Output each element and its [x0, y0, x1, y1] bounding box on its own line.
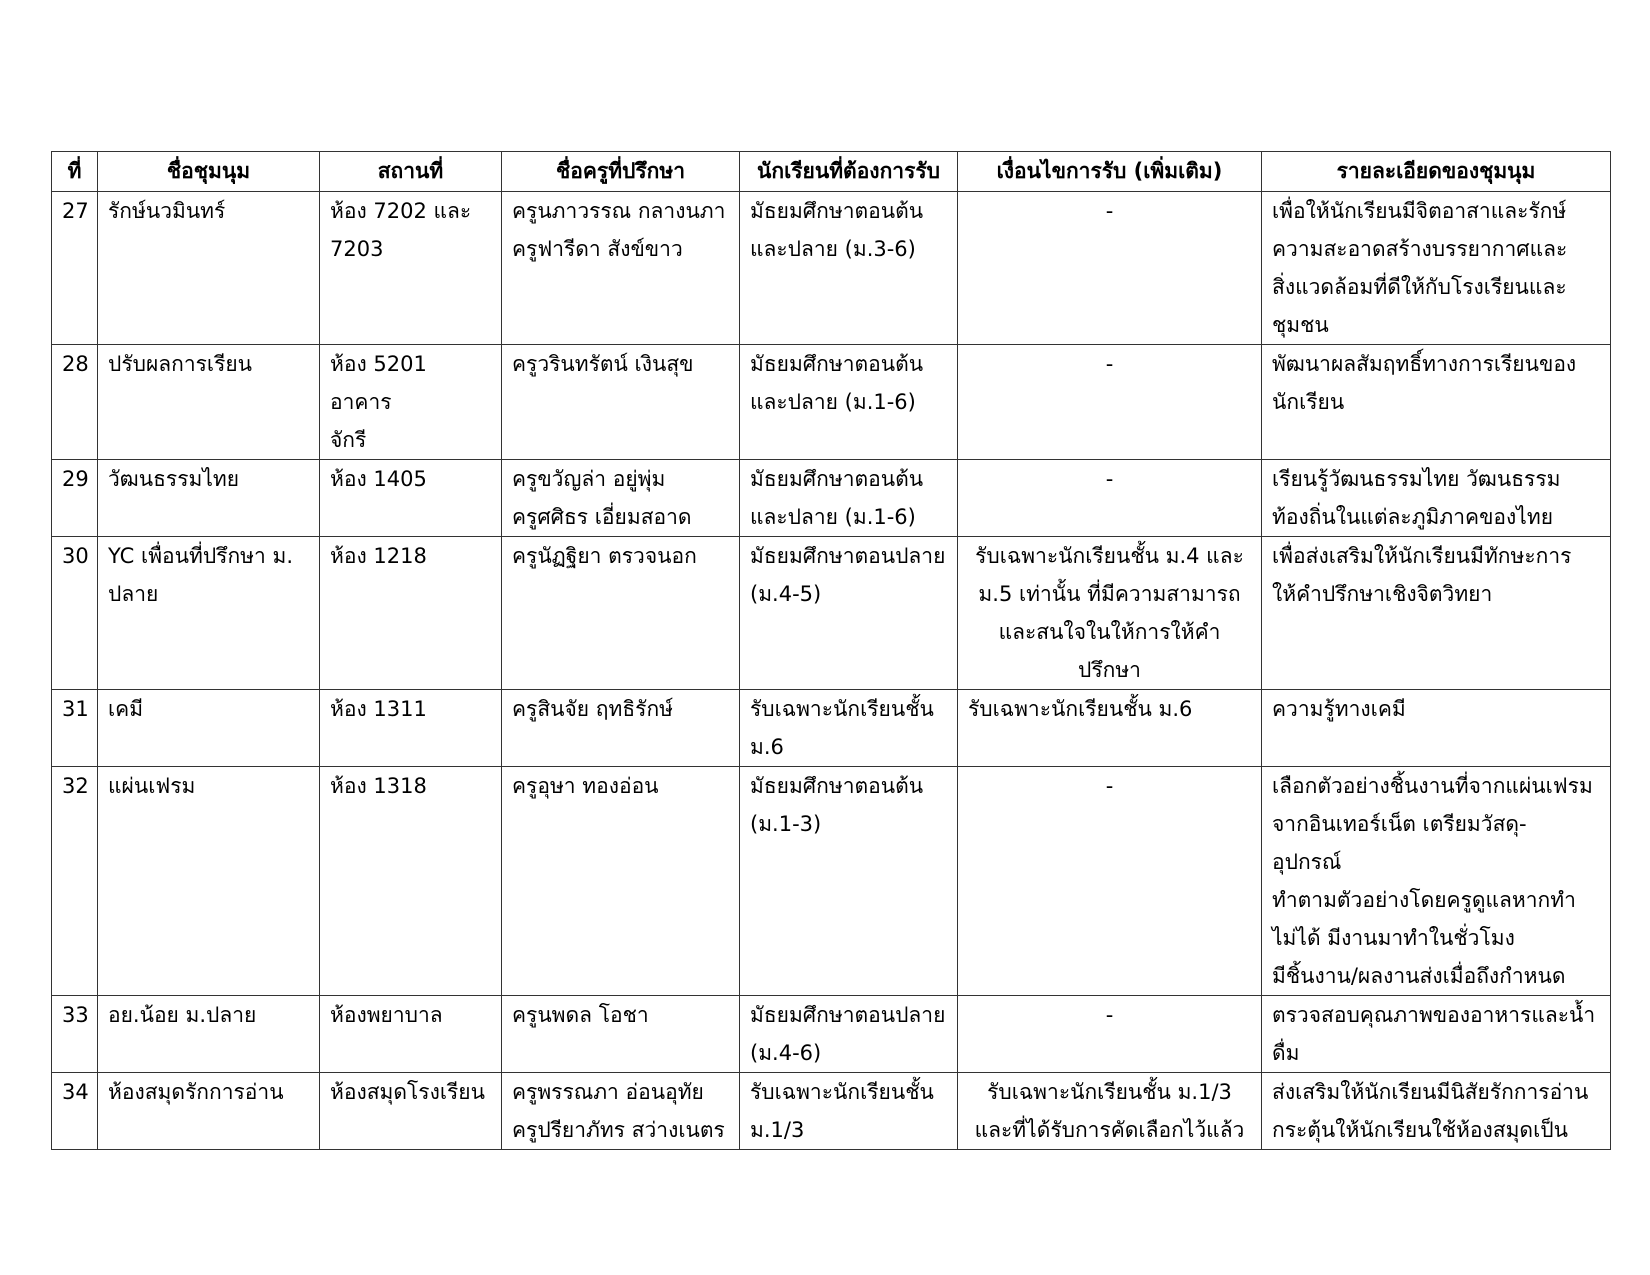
cell-details: พัฒนาผลสัมฤทธิ์ทางการเรียนของ นักเรียน [1262, 345, 1611, 460]
cell-no: 27 [52, 192, 98, 345]
cell-details: เพื่อให้นักเรียนมีจิตอาสาและรักษ์ ความสะอาดสร้างบรรยากาศและ สิ่งแวดล้อมที่ดีให้กับโรงเรียนและ ชุมชน [1262, 192, 1611, 345]
cell-students: มัธยมศึกษาตอนต้น และปลาย (ม.3-6) [740, 192, 958, 345]
cell-details: ความรู้ทางเคมี [1262, 690, 1611, 767]
table-row [52, 690, 1611, 767]
header-advisor: ชื่อครูที่ปรึกษา [502, 152, 740, 192]
table-row [52, 767, 1611, 996]
cell-condition: - [958, 345, 1262, 460]
cell-details: เรียนรู้วัฒนธรรมไทย วัฒนธรรม ท้องถิ่นในแต่ละภูมิภาคของไทย [1262, 460, 1611, 537]
header-row [52, 152, 1611, 192]
cell-club-name: รักษ์นวมินทร์ [98, 192, 320, 345]
table-row [52, 996, 1611, 1073]
cell-advisor: ครูสินจัย ฤทธิรักษ์ [502, 690, 740, 767]
club-table [51, 151, 1611, 1150]
cell-advisor: ครูอุษา ทองอ่อน [502, 767, 740, 996]
cell-place: ห้องพยาบาล [320, 996, 502, 1073]
header-club-name: ชื่อชุมนุม [98, 152, 320, 192]
header-condition: เงื่อนไขการรับ (เพิ่มเติม) [958, 152, 1262, 192]
cell-details: เพื่อส่งเสริมให้นักเรียนมีทักษะการ ให้คำปรึกษาเชิงจิตวิทยา [1262, 537, 1611, 690]
cell-students: มัธยมศึกษาตอนต้น (ม.1-3) [740, 767, 958, 996]
cell-details: เลือกตัวอย่างชิ้นงานที่จากแผ่นเฟรม จากอินเทอร์เน็ต เตรียมวัสดุ- อุปกรณ์ ทำตามตัวอย่างโดยครูดูแลหากทำ ไม่ได้ มีงานมาทำในชั่วโมง มีชิ้นงาน/ผลงานส่งเมื่อถึงกำหนด [1262, 767, 1611, 996]
cell-place: ห้อง 7202 และ 7203 [320, 192, 502, 345]
cell-students: มัธยมศึกษาตอนปลาย (ม.4-5) [740, 537, 958, 690]
cell-no: 32 [52, 767, 98, 996]
header-details: รายละเอียดของชุมนุม [1262, 152, 1611, 192]
cell-place: ห้อง 1318 [320, 767, 502, 996]
cell-students: รับเฉพาะนักเรียนชั้น ม.6 [740, 690, 958, 767]
cell-no: 34 [52, 1073, 98, 1150]
cell-no: 33 [52, 996, 98, 1073]
cell-place: ห้อง 1218 [320, 537, 502, 690]
header-no: ที่ [52, 152, 98, 192]
cell-place: ห้อง 1405 [320, 460, 502, 537]
cell-details: ตรวจสอบคุณภาพของอาหารและน้ำ ดื่ม [1262, 996, 1611, 1073]
header-place: สถานที่ [320, 152, 502, 192]
cell-advisor: ครูนพดล โอชา [502, 996, 740, 1073]
table-row [52, 537, 1611, 690]
table-row [52, 1073, 1611, 1150]
cell-advisor: ครูนภาวรรณ กลางนภา ครูฟารีดา สังข์ขาว [502, 192, 740, 345]
cell-students: รับเฉพาะนักเรียนชั้น ม.1/3 [740, 1073, 958, 1150]
table-row [52, 460, 1611, 537]
cell-advisor: ครูวรินทรัตน์ เงินสุข [502, 345, 740, 460]
cell-condition: - [958, 767, 1262, 996]
cell-club-name: อย.น้อย ม.ปลาย [98, 996, 320, 1073]
cell-condition: - [958, 192, 1262, 345]
cell-club-name: ห้องสมุดรักการอ่าน [98, 1073, 320, 1150]
cell-advisor: ครูนัฏฐิยา ตรวจนอก [502, 537, 740, 690]
cell-place: ห้องสมุดโรงเรียน [320, 1073, 502, 1150]
cell-place: ห้อง 5201 อาคาร จักรี [320, 345, 502, 460]
cell-club-name: เคมี [98, 690, 320, 767]
cell-advisor: ครูขวัญล่า อยู่พุ่ม ครูศศิธร เอี่ยมสอาด [502, 460, 740, 537]
cell-club-name: วัฒนธรรมไทย [98, 460, 320, 537]
cell-advisor: ครูพรรณภา อ่อนอุทัย ครูปรียาภัทร สว่างเนตร [502, 1073, 740, 1150]
cell-condition: - [958, 996, 1262, 1073]
cell-club-name: YC เพื่อนที่ปรึกษา ม. ปลาย [98, 537, 320, 690]
cell-club-name: แผ่นเฟรม [98, 767, 320, 996]
header-students: นักเรียนที่ต้องการรับ [740, 152, 958, 192]
cell-no: 30 [52, 537, 98, 690]
cell-no: 31 [52, 690, 98, 767]
cell-club-name: ปรับผลการเรียน [98, 345, 320, 460]
table-row [52, 345, 1611, 460]
cell-place: ห้อง 1311 [320, 690, 502, 767]
table-row [52, 192, 1611, 345]
cell-no: 29 [52, 460, 98, 537]
cell-condition: - [958, 460, 1262, 537]
cell-condition: รับเฉพาะนักเรียนชั้น ม.4 และ ม.5 เท่านั้น ที่มีความสามารถ และสนใจในให้การให้คำปรึกษา [958, 537, 1262, 690]
cell-condition: รับเฉพาะนักเรียนชั้น ม.1/3 และที่ได้รับการคัดเลือกไว้แล้ว [958, 1073, 1262, 1150]
cell-students: มัธยมศึกษาตอนต้น และปลาย (ม.1-6) [740, 460, 958, 537]
cell-students: มัธยมศึกษาตอนปลาย (ม.4-6) [740, 996, 958, 1073]
cell-no: 28 [52, 345, 98, 460]
cell-condition: รับเฉพาะนักเรียนชั้น ม.6 [958, 690, 1262, 767]
cell-details: ส่งเสริมให้นักเรียนมีนิสัยรักการอ่าน กระตุ้นให้นักเรียนใช้ห้องสมุดเป็น [1262, 1073, 1611, 1150]
cell-students: มัธยมศึกษาตอนต้น และปลาย (ม.1-6) [740, 345, 958, 460]
